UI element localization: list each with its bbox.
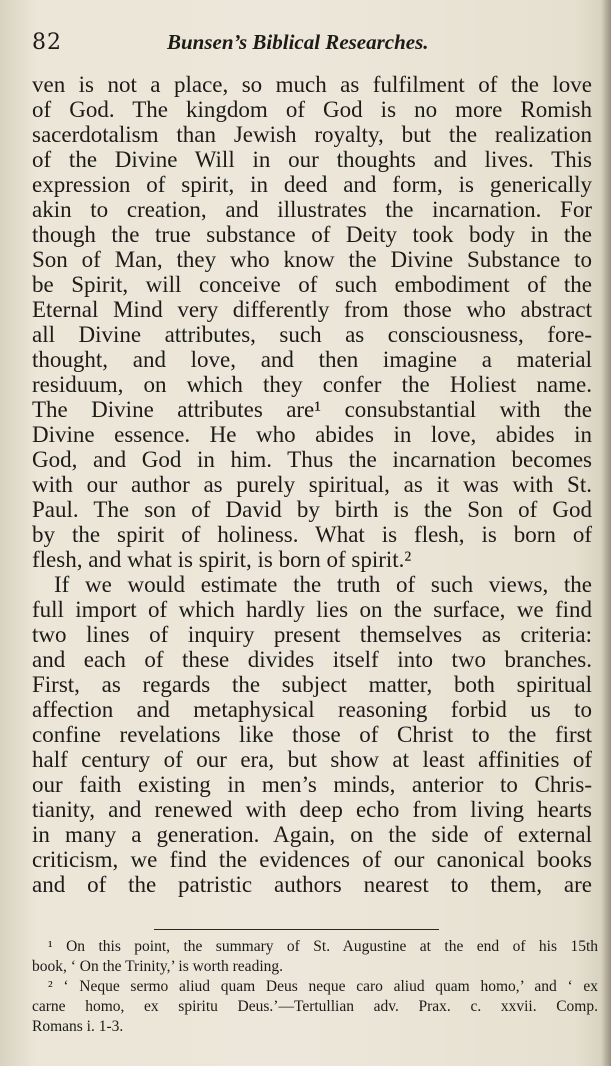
body-line: confine revelations like those of Christ to the first bbox=[32, 722, 592, 747]
footnote-line: ¹ On this point, the summary of St. Augustine at the end of his 15th bbox=[48, 938, 598, 955]
body-line: flesh, and what is spirit, is born of spirit.² bbox=[32, 547, 412, 572]
body-line: two lines of inquiry present themselves as criteria: bbox=[32, 622, 592, 647]
body-line: of God. The kingdom of God is no more Romish bbox=[32, 97, 592, 122]
footnotes bbox=[32, 937, 598, 1037]
body-text bbox=[32, 72, 592, 897]
body-line: though the true substance of Deity took body in the bbox=[32, 222, 592, 247]
page-header bbox=[32, 30, 592, 62]
footnote-rule bbox=[154, 929, 439, 930]
running-title: Bunsen’s Biblical Researches. bbox=[167, 30, 429, 54]
body-line: in many a generation. Again, on the side of external bbox=[32, 822, 592, 847]
body-line: by the spirit of holiness. What is flesh, is born of bbox=[32, 522, 592, 547]
body-line: and each of these divides itself into two branches. bbox=[32, 647, 592, 672]
body-line: all Divine attributes, such as consciousness, fore- bbox=[32, 322, 592, 347]
body-line: thought, and love, and then imagine a material bbox=[32, 347, 592, 372]
body-line: Divine essence. He who abides in love, abides in bbox=[32, 422, 592, 447]
page-number: 82 bbox=[32, 30, 62, 55]
body-line: ven is not a place, so much as fulfilment of the love bbox=[32, 72, 592, 97]
footnote-line: book, ‘ On the Trinity,’ is worth reading. bbox=[32, 958, 283, 975]
body-line: The Divine attributes are¹ consubstantial with the bbox=[32, 397, 592, 422]
body-line: and of the patristic authors nearest to them, are bbox=[32, 872, 592, 897]
body-line: Paul. The son of David by birth is the Son of God bbox=[32, 497, 592, 522]
body-line: with our author as purely spiritual, as it was with St. bbox=[32, 472, 592, 497]
body-line: residuum, on which they confer the Holiest name. bbox=[32, 372, 592, 397]
body-line: sacerdotalism than Jewish royalty, but the realization bbox=[32, 122, 592, 147]
body-line: Son of Man, they who know the Divine Substance to bbox=[32, 247, 592, 272]
body-line: Eternal Mind very differently from those who abstract bbox=[32, 297, 592, 322]
body-line: tianity, and renewed with deep echo from living hearts bbox=[32, 797, 592, 822]
body-line: full import of which hardly lies on the surface, we find bbox=[32, 597, 592, 622]
body-line: affection and metaphysical reasoning forbid us to bbox=[32, 697, 592, 722]
footnote-line: Romans i. 1-3. bbox=[32, 1018, 124, 1035]
body-line: of the Divine Will in our thoughts and lives. This bbox=[32, 147, 592, 172]
body-line: criticism, we find the evidences of our canonical books bbox=[32, 847, 592, 872]
body-line: First, as regards the subject matter, both spiritual bbox=[32, 672, 592, 697]
body-line: If we would estimate the truth of such views, the bbox=[54, 572, 592, 597]
body-line: our faith existing in men’s minds, anterior to Chris- bbox=[32, 772, 592, 797]
body-line: expression of spirit, in deed and form, is generically bbox=[32, 172, 592, 197]
body-line: be Spirit, will conceive of such embodiment of the bbox=[32, 272, 592, 297]
body-line: God, and God in him. Thus the incarnation becomes bbox=[32, 447, 592, 472]
footnote-line: ² ‘ Neque sermo aliud quam Deus neque caro aliud quam homo,’ and ‘ ex bbox=[48, 978, 598, 995]
footnote-line: carne homo, ex spiritu Deus.’—Tertullian adv. Prax. c. xxvii. Comp. bbox=[32, 998, 598, 1015]
body-line: half century of our era, but show at least affinities of bbox=[32, 747, 592, 772]
page-edge-shadow bbox=[601, 0, 611, 1066]
body-line: akin to creation, and illustrates the incarnation. For bbox=[32, 197, 592, 222]
